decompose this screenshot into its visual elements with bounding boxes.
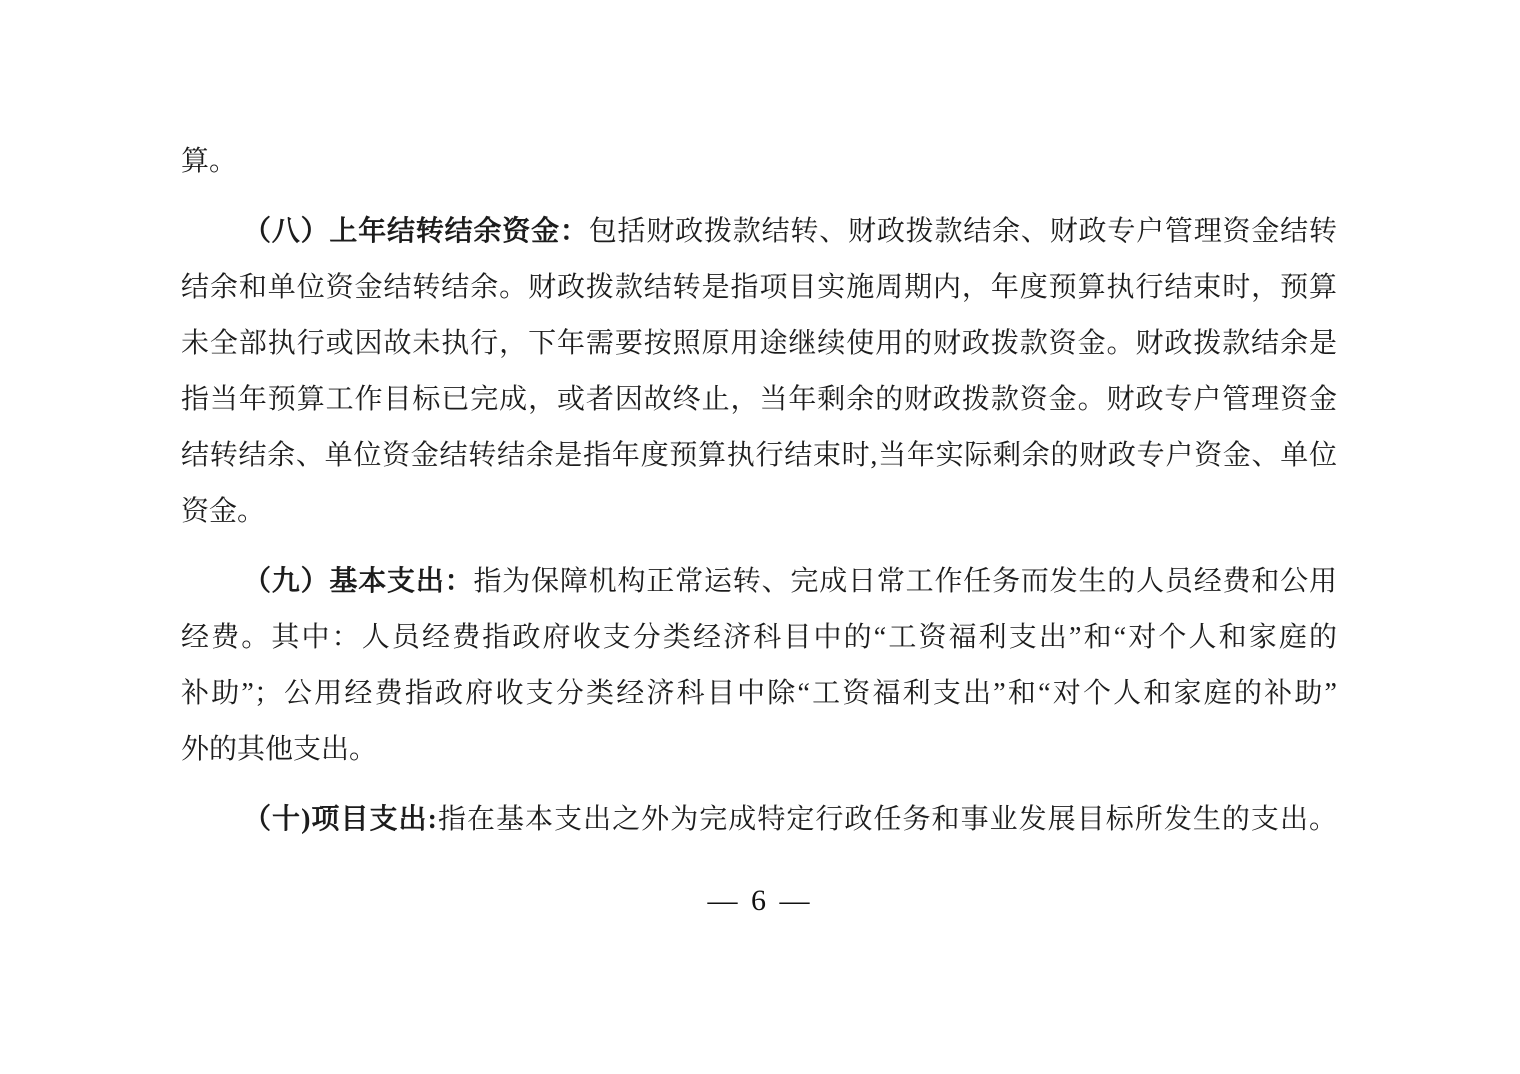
- text-line: [181, 372, 1337, 428]
- text-segment: 指当年预算工作目标已完成，或者因故终止，当年剩余的财政拨款资金。财政专户管理资金: [181, 384, 1337, 415]
- para-item-10: [181, 792, 1337, 848]
- text-line: [181, 204, 1337, 260]
- text-segment: 外的其他支出。: [181, 734, 378, 765]
- text-line: [181, 554, 1337, 610]
- page-number: — 6 —: [707, 884, 813, 917]
- text-segment: 包括财政拨款结转、财政拨款结余、财政专户管理资金结转: [588, 216, 1337, 247]
- text-segment: 结转结余、单位资金结转结余是指年度预算执行结束时,当年实际剩余的财政专户资金、单位: [181, 440, 1337, 471]
- text-segment: 未全部执行或因故未执行，下年需要按照原用途继续使用的财政拨款资金。财政拨款结余是: [181, 328, 1337, 359]
- para-item-9: [181, 554, 1337, 778]
- text-line: [181, 792, 1337, 848]
- text-segment: 资金。: [181, 496, 266, 527]
- text-segment: 补助”；公用经费指政府收支分类经济科目中除“工资福利支出”和“对个人和家庭的补助”: [181, 678, 1337, 709]
- text-segment: 指在基本支出之外为完成特定行政任务和事业发展目标所发生的支出。: [436, 804, 1337, 835]
- text-segment: 结余和单位资金结转结余。财政拨款结转是指项目实施周期内，年度预算执行结束时，预算: [181, 272, 1337, 303]
- text-segment: 经费。其中：人员经费指政府收支分类经济科目中的“工资福利支出”和“对个人和家庭的: [181, 622, 1337, 653]
- text-line: [181, 666, 1337, 722]
- para-continuation: [181, 134, 1337, 190]
- term-label: （十)项目支出:: [243, 804, 437, 835]
- text-line: [181, 484, 1337, 540]
- text-segment: 指为保障机构正常运转、完成日常工作任务而发生的人员经费和公用: [473, 566, 1337, 597]
- term-label: （九）基本支出：: [243, 566, 474, 597]
- text-line: [181, 722, 1337, 778]
- text-line: [181, 316, 1337, 372]
- text-line: [181, 134, 1337, 190]
- text-segment: 算。: [181, 146, 238, 177]
- para-item-8: [181, 204, 1337, 540]
- text-block: [181, 134, 1337, 848]
- text-line: [181, 428, 1337, 484]
- text-line: [181, 610, 1337, 666]
- term-label: （八）上年结转结余资金：: [243, 216, 589, 247]
- text-line: [181, 260, 1337, 316]
